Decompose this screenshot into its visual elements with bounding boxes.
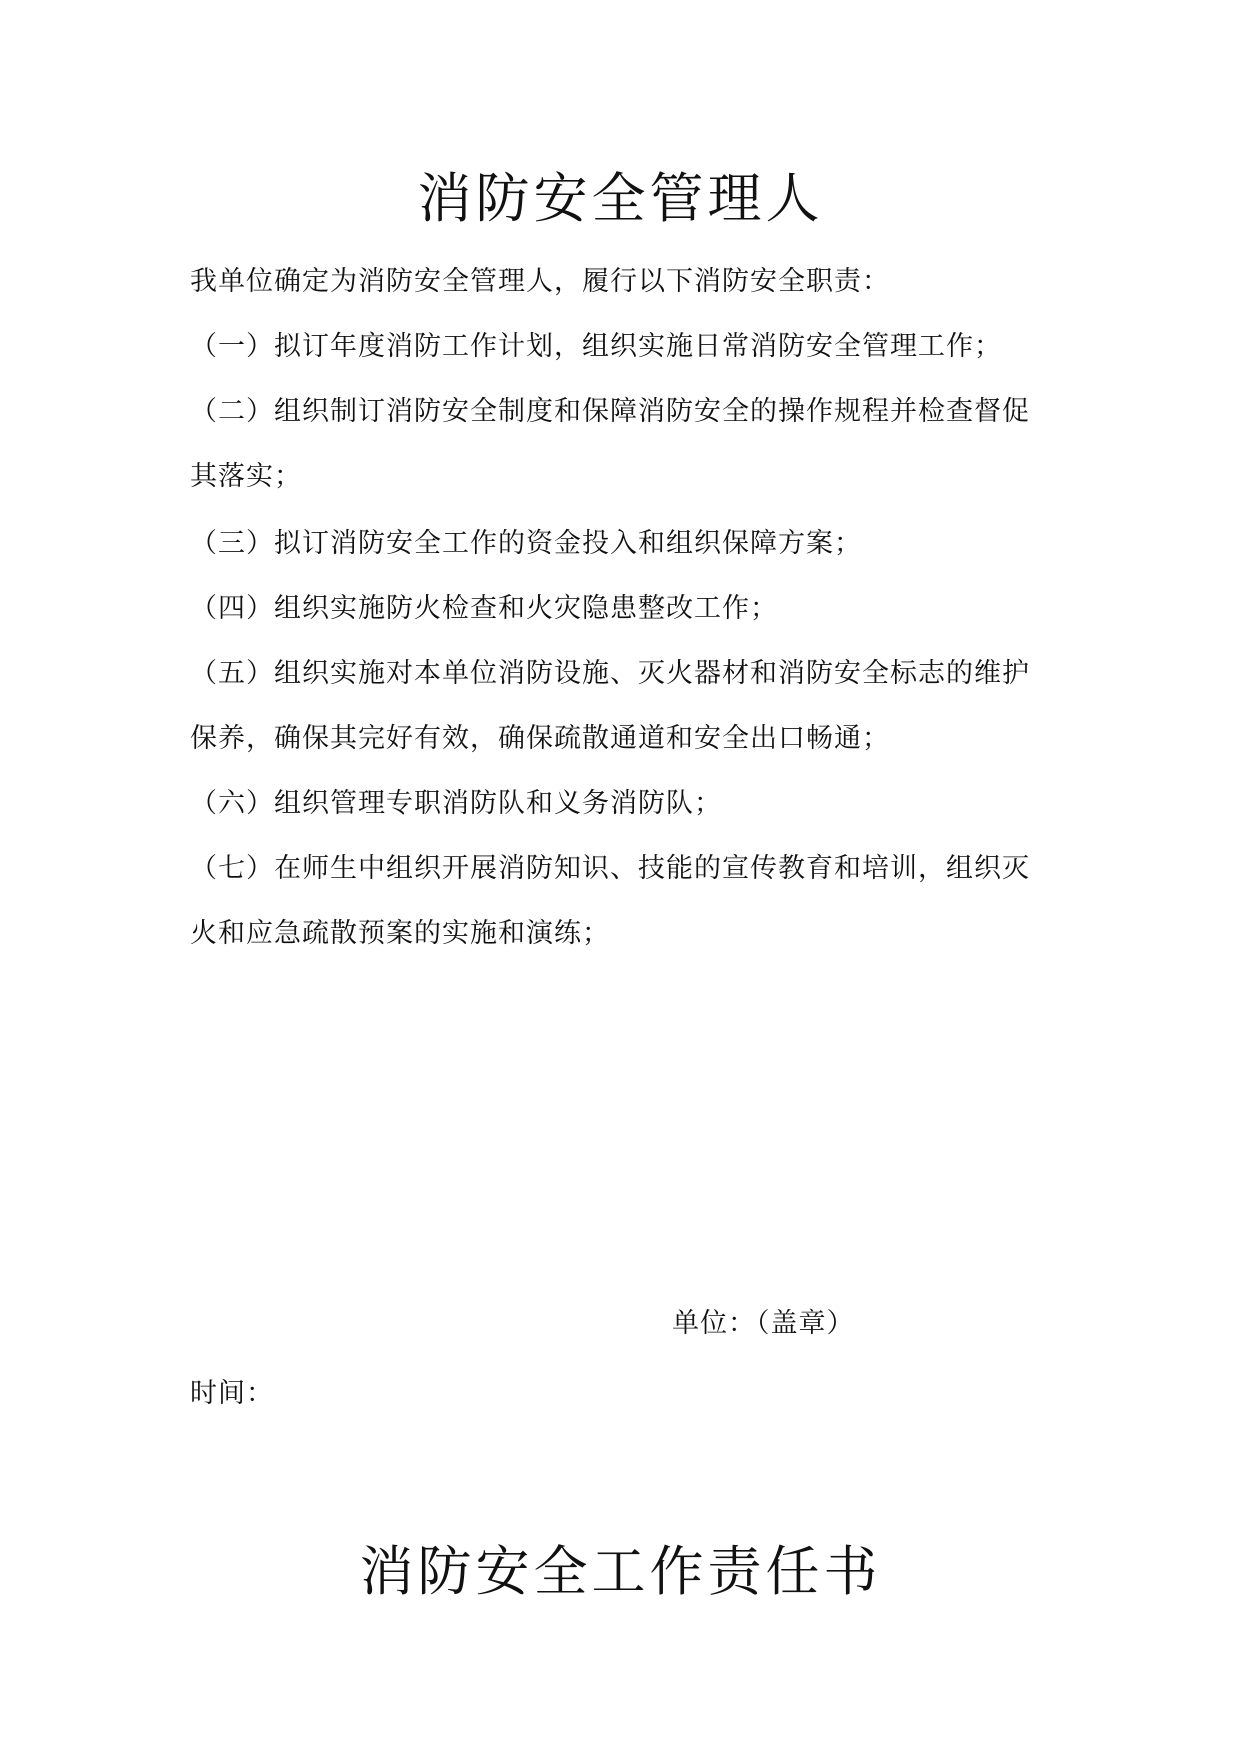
signature-time: 时间： <box>190 1378 274 1409</box>
duty-item-7-cont: 火和应急疏散预案的实施和演练； <box>190 918 610 949</box>
duty-item-5-cont: 保养，确保其完好有效，确保疏散通道和安全出口畅通； <box>190 723 890 754</box>
duty-item-6: （六）组织管理专职消防队和义务消防队； <box>190 788 722 819</box>
signature-unit: 单位：（盖章） <box>672 1308 855 1339</box>
duty-item-2-cont: 其落实； <box>190 461 302 492</box>
document-title: 消防安全管理人 <box>417 167 824 230</box>
duty-item-3: （三）拟订消防安全工作的资金投入和组织保障方案； <box>190 528 862 559</box>
duty-item-4: （四）组织实施防火检查和火灾隐患整改工作； <box>190 593 778 624</box>
intro-line: 我单位确定为消防安全管理人，履行以下消防安全职责： <box>190 266 890 297</box>
duty-item-2: （二）组织制订消防安全制度和保障消防安全的操作规程并检查督促 <box>190 396 1030 427</box>
duty-item-7: （七）在师生中组织开展消防知识、技能的宣传教育和培训，组织灭 <box>190 853 1030 884</box>
duty-item-1: （一）拟订年度消防工作计划，组织实施日常消防安全管理工作； <box>190 331 1002 362</box>
duty-item-5: （五）组织实施对本单位消防设施、灭火器材和消防安全标志的维护 <box>190 658 1030 689</box>
next-document-title: 消防安全工作责任书 <box>359 1540 882 1603</box>
